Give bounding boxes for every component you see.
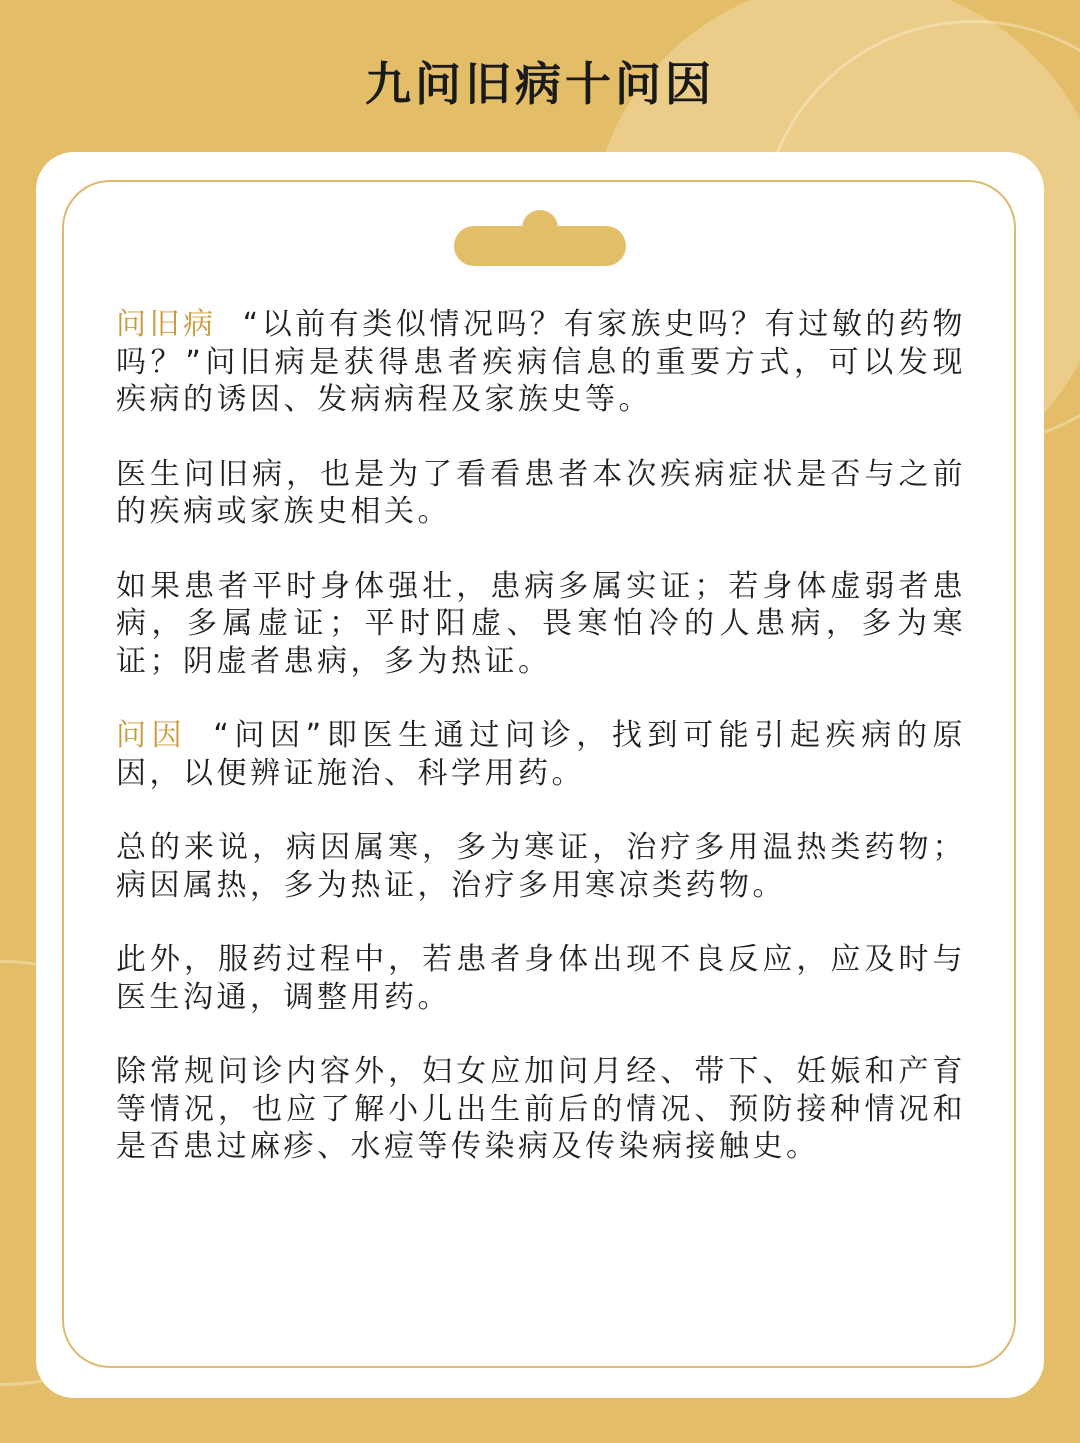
paragraph-text: “问因”即医生通过问诊，找到可能引起疾病的原因，以便辨证施治、科学用药。: [116, 718, 967, 791]
paragraph: 此外，服药过程中，若患者身体出现不良反应，应及时与医生沟通，调整用药。: [116, 942, 966, 1015]
paragraph: 除常规问诊内容外，妇女应加问月经、带下、妊娠和产育等情况，也应了解小儿出生前后的情况、预防接种情况和是否患过麻疹、水痘等传染病及传染病接触史。: [116, 1054, 966, 1164]
section-label-wenjiubing: 问旧病: [116, 307, 217, 342]
paragraph-wenyin: [116, 717, 966, 792]
paragraph: 如果患者平时身体强壮，患病多属实证；若身体虚弱者患病，多属虚证；平时阳虚、畏寒怕冷的人患病，多为寒证；阴虚者患病，多为热证。: [116, 568, 966, 679]
paragraph: 总的来说，病因属寒，多为寒证，治疗多用温热类药物；病因属热，多为热证，治疗多用寒凉类药物。: [116, 830, 966, 903]
paragraph-text: “以前有类似情况吗？有家族史吗？有过敏的药物吗？”问旧病是获得患者疾病信息的重要方式，可以发现疾病的诱因、发病病程及家族史等。: [116, 307, 967, 417]
card-tab-decoration: [454, 226, 626, 266]
paragraph-wenjiubing: [116, 306, 966, 419]
article-body: [116, 306, 966, 1203]
section-label-wenyin: 问因: [116, 718, 188, 753]
page-title: 九问旧病十问因: [365, 57, 715, 111]
paragraph: 医生问旧病，也是为了看看患者本次疾病症状是否与之前的疾病或家族史相关。: [116, 456, 966, 529]
